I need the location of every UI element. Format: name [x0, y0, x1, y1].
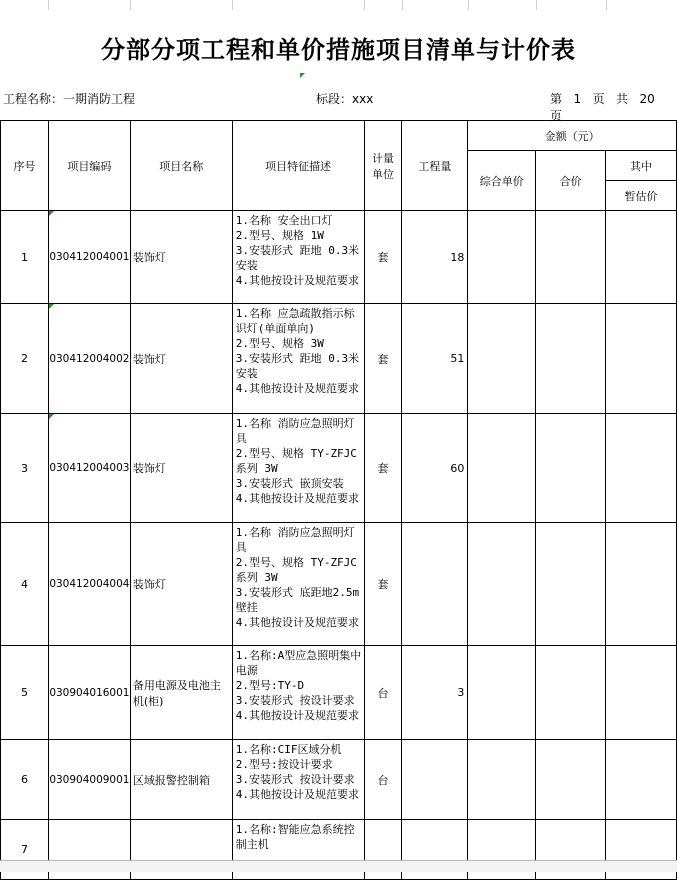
page-suffix: 页	[550, 109, 563, 123]
desc-line: 1.名称 应急疏散指示标识灯(单面单向)	[235, 307, 355, 335]
header-unit-price: 综合单价	[468, 151, 536, 211]
row-seq: 4	[1, 523, 49, 646]
desc-line: 1.名称:智能应急系统控制主机	[235, 823, 355, 851]
desc-line: 3.安装形式 距地 0.3米安装	[235, 352, 360, 380]
row-unit-price	[468, 646, 536, 740]
row-qty	[402, 740, 468, 820]
header-amount: 金额（元）	[468, 121, 677, 151]
table-row	[1, 304, 677, 414]
row-unit-price	[468, 211, 536, 304]
row-name: 装饰灯	[130, 523, 232, 646]
header-provisional: 暂估价	[606, 181, 677, 211]
desc-line: 2.型号、规格 TY-ZFJC系列 3W	[235, 556, 357, 584]
row-provisional	[606, 646, 677, 740]
row-qty: 18	[402, 211, 468, 304]
row-unit: 台	[364, 646, 402, 740]
row-seq: 6	[1, 740, 49, 820]
row-provisional	[606, 740, 677, 820]
desc-line: 2.型号、规格 3W	[235, 337, 324, 350]
sheet-tab-bar	[0, 860, 677, 872]
desc-line: 2.型号、规格 TY-ZFJC系列 3W	[235, 447, 357, 475]
row-unit: 台	[364, 740, 402, 820]
row-qty: 51	[402, 304, 468, 414]
row-seq: 1	[1, 211, 49, 304]
desc-line: 3.安装形式 底距地2.5m壁挂	[235, 586, 360, 614]
header-name: 项目名称	[130, 121, 232, 211]
row-provisional	[606, 211, 677, 304]
page-word: 页	[592, 92, 605, 106]
row-desc	[232, 414, 364, 523]
page-total-word: 共	[616, 92, 629, 106]
row-code: 030904009001	[48, 740, 130, 820]
bill-table	[0, 120, 677, 880]
row-provisional	[606, 414, 677, 523]
page-indicator	[550, 90, 677, 124]
desc-line: 4.其他按设计及规范要求	[235, 788, 359, 801]
row-desc	[232, 523, 364, 646]
desc-line: 3.安装形式 嵌顶安装	[235, 477, 344, 490]
row-code: 030412004002	[48, 304, 130, 414]
desc-line: 1.名称 消防应急照明灯具	[235, 417, 355, 445]
row-total	[536, 740, 606, 820]
desc-line: 4.其他按设计及规范要求	[235, 709, 359, 722]
page-title: 分部分项工程和单价措施项目清单与计价表	[101, 35, 576, 64]
row-qty: 60	[402, 414, 468, 523]
row-total	[536, 523, 606, 646]
header-desc: 项目特征描述	[232, 121, 364, 211]
table-row	[1, 646, 677, 740]
table-row	[1, 414, 677, 523]
section-label: 标段：xxx	[316, 92, 374, 106]
desc-line: 3.安装形式 按设计要求	[235, 773, 355, 786]
desc-line: 1.名称:A型应急照明集中电源	[235, 649, 362, 677]
header-of-which: 其中	[606, 151, 677, 181]
cell-comment-marker	[49, 414, 54, 419]
desc-line: 4.其他按设计及规范要求	[235, 382, 359, 395]
row-name: 备用电源及电池主机(柜)	[130, 646, 232, 740]
row-unit: 套	[364, 211, 402, 304]
row-total	[536, 304, 606, 414]
header-total: 合价	[536, 151, 606, 211]
row-total	[536, 211, 606, 304]
row-unit: 套	[364, 304, 402, 414]
table-row	[1, 523, 677, 646]
desc-line: 3.安装形式 按设计要求	[235, 694, 355, 707]
table-row	[1, 740, 677, 820]
page-current: 1	[573, 92, 582, 106]
row-name: 装饰灯	[130, 304, 232, 414]
row-total	[536, 414, 606, 523]
header-unit: 计量单位	[364, 121, 402, 211]
row-unit-price	[468, 740, 536, 820]
header-qty: 工程量	[402, 121, 468, 211]
row-unit-price	[468, 414, 536, 523]
row-desc	[232, 304, 364, 414]
desc-line: 1.名称:CIF区域分机	[235, 743, 342, 756]
row-code: 030412004003	[48, 414, 130, 523]
desc-line: 1.名称 安全出口灯	[235, 214, 333, 227]
row-code: 030904016001	[48, 646, 130, 740]
cell-comment-marker	[49, 304, 54, 309]
row-code: 030412004001	[48, 211, 130, 304]
row-name: 区域报警控制箱	[130, 740, 232, 820]
row-provisional	[606, 523, 677, 646]
row-seq: 3	[1, 414, 49, 523]
row-code: 030412004004	[48, 523, 130, 646]
header-code: 项目编码	[48, 121, 130, 211]
row-seq: 2	[1, 304, 49, 414]
row-provisional	[606, 304, 677, 414]
project-name: 工程名称：一期消防工程	[3, 92, 136, 106]
row-desc	[232, 646, 364, 740]
row-total	[536, 646, 606, 740]
table-row	[1, 211, 677, 304]
desc-line: 3.安装形式 距地 0.3米安装	[235, 244, 360, 272]
column-header-strip	[0, 0, 677, 10]
row-desc	[232, 740, 364, 820]
row-seq: 5	[1, 646, 49, 740]
row-qty	[402, 523, 468, 646]
desc-line: 1.名称 消防应急照明灯具	[235, 526, 355, 554]
row-desc	[232, 211, 364, 304]
row-unit: 套	[364, 523, 402, 646]
row-unit-price	[468, 523, 536, 646]
row-unit-price	[468, 304, 536, 414]
page-total: 20	[639, 92, 655, 106]
row-name: 装饰灯	[130, 414, 232, 523]
desc-line: 4.其他按设计及规范要求	[235, 616, 359, 629]
desc-line: 2.型号:按设计要求	[235, 758, 333, 771]
row-seq: 7	[1, 820, 49, 880]
row-name: 装饰灯	[130, 211, 232, 304]
header-seq: 序号	[1, 121, 49, 211]
page-prefix: 第	[550, 92, 563, 106]
desc-line: 4.其他按设计及规范要求	[235, 492, 359, 505]
cell-comment-marker	[49, 211, 54, 216]
cell-comment-marker	[300, 73, 305, 78]
row-unit: 套	[364, 414, 402, 523]
row-qty: 3	[402, 646, 468, 740]
desc-line: 2.型号、规格 1W	[235, 229, 324, 242]
desc-line: 4.其他按设计及规范要求	[235, 274, 359, 287]
desc-line: 2.型号:TY-D	[235, 679, 305, 692]
table-body	[1, 211, 677, 880]
